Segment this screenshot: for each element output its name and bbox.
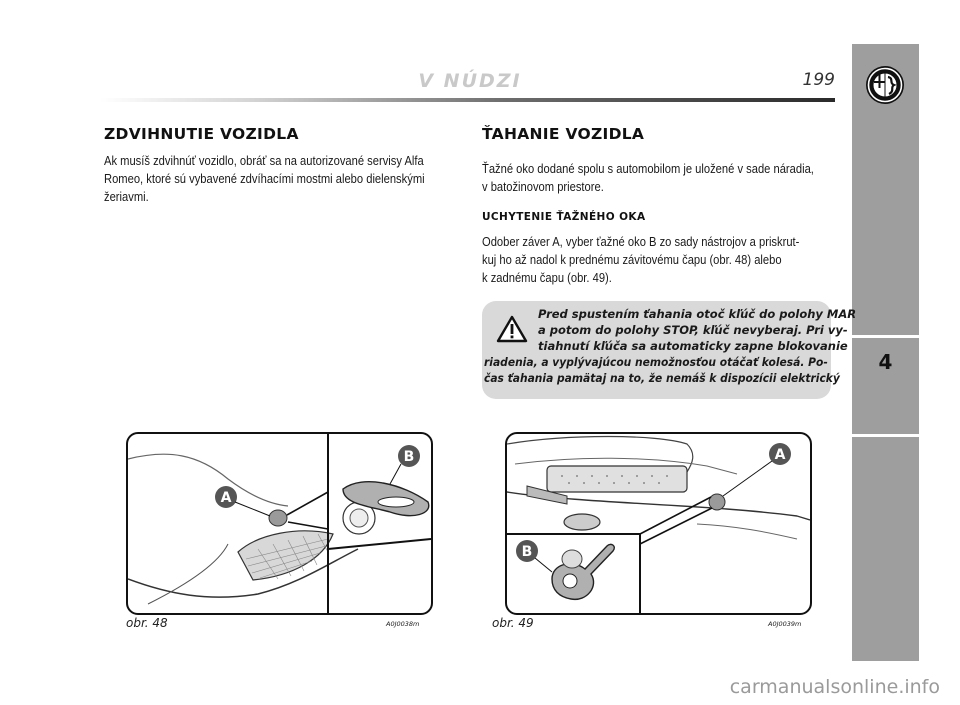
figure-48-caption: obr. 48 — [126, 616, 168, 630]
chapter-number: 4 — [878, 350, 893, 374]
alfa-romeo-badge-icon — [865, 65, 905, 105]
chapter-side-strip — [852, 44, 919, 661]
lifting-line-1: Ak musíš zdvihnúť vozidlo, obráť sa na autorizované servisy Alfa — [104, 153, 424, 168]
figure-49-label-a: A — [774, 447, 786, 463]
warning-line-5: čas ťahania pamätaj na to, že nemáš k dispozícii elektrický — [484, 371, 840, 385]
lifting-section-title: ZDVIHNUTIE VOZIDLA — [104, 125, 299, 143]
instruction-line-3: k zadnému čapu (obr. 49). — [482, 270, 612, 285]
towing-line-1: Ťažné oko dodané spolu s automobilom je uložené v sade náradia, — [482, 161, 814, 176]
warning-triangle-icon — [496, 315, 528, 343]
rear-bumper-tow-point-illustration — [507, 434, 810, 613]
watermark: carmanualsonline.info — [729, 676, 940, 698]
strip-bottom — [852, 437, 919, 661]
warning-line-2: a potom do polohy STOP, kľúč nevyberaj. Pri vy- — [538, 323, 848, 337]
instruction-line-1: Odober záver A, vyber ťažné oko B zo sady nástrojov a priskrut- — [482, 234, 800, 249]
figure-48-label-b: B — [403, 449, 415, 465]
towing-line-2: v batožinovom priestore. — [482, 179, 604, 194]
chapter-header-title: V NÚDZI — [418, 70, 522, 92]
page-number: 199 — [802, 70, 835, 90]
figure-49-label-b: B — [521, 544, 533, 560]
header-rule — [100, 98, 835, 102]
warning-box — [482, 301, 857, 399]
figure-48-label-a: A — [220, 490, 232, 506]
figure-49 — [505, 432, 812, 615]
warning-line-3: tiahnutí kľúča sa automaticky zapne blokovanie — [538, 339, 848, 353]
warning-line-1: Pred spustením ťahania otoč kľúč do polohy MAR — [538, 307, 857, 321]
lifting-line-3: žeriavmi. — [104, 189, 149, 204]
figure-48-code: A0J0038m — [386, 620, 420, 628]
front-bumper-tow-point-illustration — [128, 434, 431, 613]
figure-48 — [126, 432, 433, 615]
towing-section-title: ŤAHANIE VOZIDLA — [482, 125, 645, 143]
lifting-line-2: Romeo, ktoré sú vybavené zdvíhacími mostmi alebo dielenskými — [104, 171, 425, 186]
instruction-line-2: kuj ho až nadol k prednému závitovému čapu (obr. 48) alebo — [482, 252, 782, 267]
warning-line-4: riadenia, a vyplývajúcou nemožnosťou otáčať kolesá. Po- — [484, 355, 828, 369]
figure-49-caption: obr. 49 — [492, 616, 534, 630]
tow-eye-subtitle: UCHYTENIE ŤAŽNÉHO OKA — [482, 211, 646, 223]
figure-49-code: A0J0039m — [768, 620, 802, 628]
